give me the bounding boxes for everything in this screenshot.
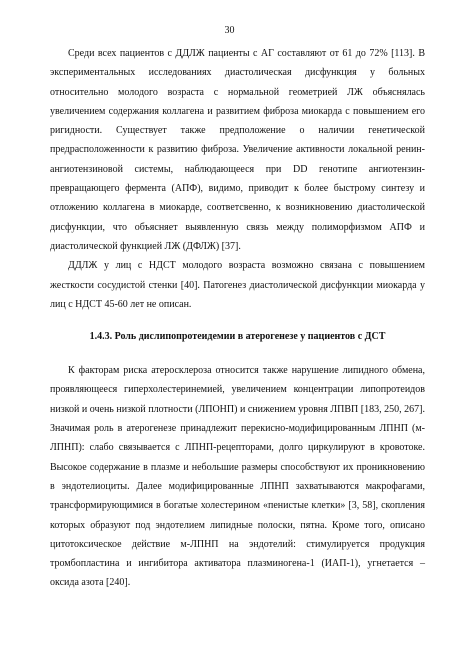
paragraph-lipid-risk-factors: К факторам риска атеросклероза относится также нарушение липидного обмена, проявляющееся гиперхолестеринемией, увеличением концентрации липопротеидов низкой и очень низкой плотности (ЛПОНП) и снижением уровня ЛПВП [183, 250, 267]. Значимая роль в атерогенезе принадлежит перекисно-модифицированным ЛПНП (м-ЛПНП): слабо связывается с ЛПНП-рецепторами, долго циркулируют в кровотоке. Высокое содержание в плазме и небольшие размеры способствуют их проникновению в эндотелиоциты. Далее модифицированные ЛПНП захватываются макрофагами, трансформирующимися в богатые холестерином «пенистые клетки» [3, 58], скопления которых образуют под эндотелием липидные полоски, пятна. Кроме того, описано цитотоксическое действие м-ЛПНП на эндотелий: стимулируется продукция тромбопластина и ингибитора активатора плазминогена-1 (ИАП-1), угнетается – оксида азота [240].	[50, 365, 425, 589]
paragraph-ddlzh-hypertension: Среди всех пациентов с ДДЛЖ пациенты с АГ составляют от 61 до 72% [113]. В экспериментальных исследованиях диастолическая дисфункция у больных относительно молодого возраста с нормальной геометрией ЛЖ объяснялась увеличением содержания коллагена и развитием фиброза миокарда с повышением его ригидности. Существует также предположение о наличии генетической предрасположенности к развитию фиброза. Увеличение активности локальной ренин-ангиотензиновой системы, наблюдающееся при DD генотипе ангиотензин-превращающего фермента (АПФ), видимо, приводит к более быстрому синтезу и отложению коллагена в миокарде, соответсвенно, к возникновению диастолической дисфункции, что объясняет выявленную связь между полиморфизмом АПФ и диастолической функцией ЛЖ (ДФЛЖ) [37].	[50, 48, 425, 252]
paragraph-ddlzh-ndst: ДДЛЖ у лиц с НДСТ молодого возраста возможно связана с повышением жесткости сосудистой стенки [40]. Патогенез диастолической дисфункции миокарда у лиц с НДСТ 45-60 лет не описан.	[50, 260, 425, 310]
page-content	[50, 44, 425, 593]
page-number: 30	[224, 25, 235, 36]
section-heading: 1.4.3. Роль дислипопротеидемии в атерогенезе у пациентов с ДСТ	[89, 331, 386, 343]
